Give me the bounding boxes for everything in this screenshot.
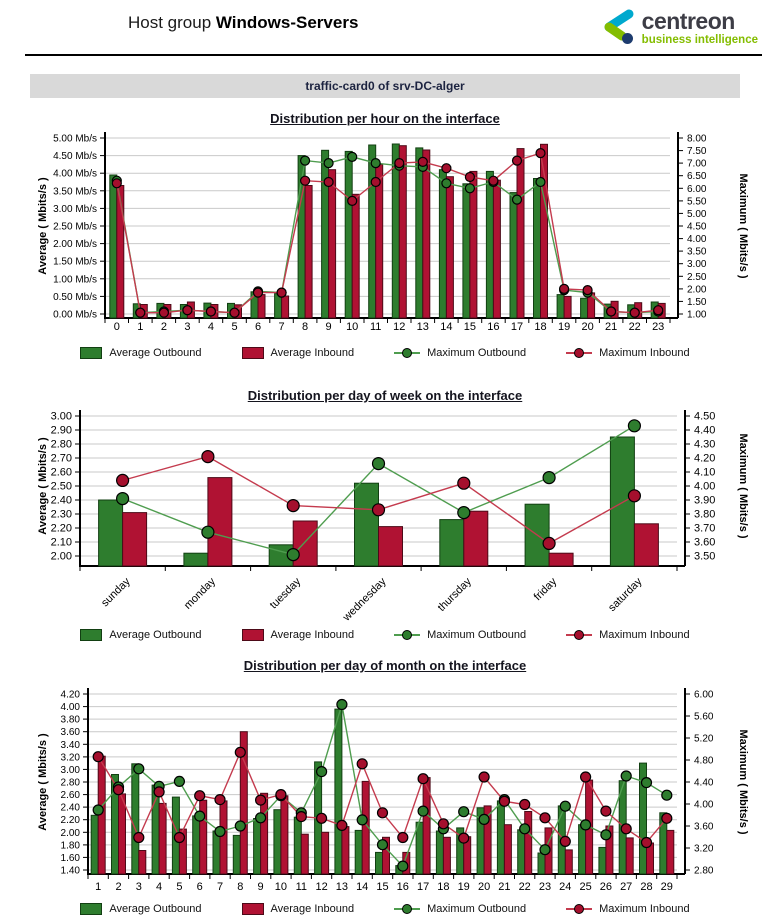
svg-text:15: 15 — [376, 881, 389, 893]
svg-text:2: 2 — [115, 881, 122, 893]
svg-text:3.00: 3.00 — [687, 259, 707, 271]
svg-text:4.00: 4.00 — [694, 480, 716, 493]
average-inbound-swatch-icon — [242, 629, 264, 641]
svg-text:3.70: 3.70 — [694, 522, 716, 535]
svg-text:19: 19 — [457, 881, 470, 893]
svg-text:sunday: sunday — [99, 575, 133, 610]
right-axis — [678, 132, 749, 321]
maximum-inbound-swatch-icon — [566, 347, 592, 359]
left-axis — [37, 410, 80, 566]
svg-text:2.60: 2.60 — [50, 466, 72, 479]
svg-text:8: 8 — [302, 321, 309, 333]
centreon-logo — [596, 7, 758, 49]
svg-text:1: 1 — [95, 881, 102, 893]
svg-text:4.80: 4.80 — [694, 755, 714, 767]
svg-text:2.20: 2.20 — [50, 522, 72, 535]
svg-text:4.50: 4.50 — [687, 221, 707, 233]
x-axis — [87, 874, 685, 879]
legend-label: Maximum Outbound — [427, 903, 527, 915]
svg-text:2.00: 2.00 — [60, 827, 80, 839]
svg-text:22: 22 — [518, 881, 531, 893]
svg-text:3.00: 3.00 — [60, 764, 80, 776]
right-axis — [685, 410, 749, 566]
hourly-chart-legend — [0, 346, 770, 360]
legend-label: Average Outbound — [109, 903, 202, 915]
svg-text:15: 15 — [463, 321, 477, 333]
logo-text — [641, 7, 758, 47]
svg-text:Average ( Mbits/s ): Average ( Mbits/s ) — [37, 177, 49, 275]
svg-text:2.50: 2.50 — [50, 480, 72, 493]
svg-text:13: 13 — [335, 881, 349, 893]
svg-text:4.10: 4.10 — [694, 466, 716, 479]
svg-text:7: 7 — [216, 881, 224, 893]
centreon-logo-icon — [596, 7, 636, 49]
svg-text:5.00: 5.00 — [687, 208, 707, 220]
svg-text:2.00 Mb/s: 2.00 Mb/s — [53, 239, 97, 251]
svg-text:3.60: 3.60 — [60, 727, 80, 739]
logo-subtitle: business intelligence — [641, 33, 758, 46]
svg-text:3.80: 3.80 — [694, 508, 716, 521]
svg-text:2.80: 2.80 — [50, 438, 72, 451]
svg-text:16: 16 — [487, 321, 500, 333]
legend-item-maximum-inbound — [566, 903, 690, 915]
svg-text:3.60: 3.60 — [694, 536, 716, 549]
hourly-distribution-chart — [0, 130, 770, 336]
svg-text:2.20: 2.20 — [60, 815, 80, 827]
svg-text:3.50: 3.50 — [694, 550, 716, 563]
maximum-inbound-swatch-icon — [566, 903, 592, 915]
legend-item-maximum-inbound — [566, 629, 690, 641]
svg-text:11: 11 — [295, 881, 308, 893]
svg-text:4: 4 — [207, 321, 214, 333]
chart-title-weekday: Distribution per day of week on the interface — [247, 388, 523, 403]
svg-text:14: 14 — [440, 321, 453, 333]
svg-text:saturday: saturday — [606, 575, 645, 614]
svg-text:16: 16 — [396, 881, 409, 893]
svg-text:5.60: 5.60 — [694, 711, 714, 723]
svg-text:thursday: thursday — [435, 575, 474, 614]
host-group-label: Host group — [128, 13, 212, 32]
svg-text:29: 29 — [660, 881, 673, 893]
svg-text:4.40: 4.40 — [694, 424, 716, 437]
legend-item-average-outbound — [80, 903, 201, 915]
weekday-chart-legend — [0, 628, 770, 642]
svg-text:4.30: 4.30 — [694, 438, 716, 451]
svg-text:Maximum ( Mbits/s ): Maximum ( Mbits/s ) — [737, 173, 749, 279]
svg-text:2.50 Mb/s: 2.50 Mb/s — [53, 221, 97, 233]
x-axis — [79, 566, 685, 571]
legend-item-average-inbound — [242, 347, 355, 359]
left-axis — [37, 132, 105, 321]
svg-text:4.00: 4.00 — [60, 702, 80, 714]
banner-title: traffic-card0 of srv-DC-alger — [305, 79, 465, 93]
svg-text:3.20: 3.20 — [60, 752, 80, 764]
svg-text:14: 14 — [356, 881, 369, 893]
weekday-distribution-chart — [0, 406, 770, 626]
legend-item-maximum-outbound — [394, 629, 526, 641]
svg-text:4.00: 4.00 — [687, 234, 707, 246]
svg-text:3.90: 3.90 — [694, 494, 716, 507]
svg-text:12: 12 — [315, 881, 328, 893]
svg-text:0.50 Mb/s: 0.50 Mb/s — [53, 291, 97, 303]
left-axis — [37, 688, 88, 877]
svg-text:4.20: 4.20 — [60, 689, 80, 701]
average-inbound-swatch-icon — [242, 347, 264, 359]
svg-text:4.00: 4.00 — [694, 799, 714, 811]
legend-label: Average Outbound — [109, 347, 202, 359]
legend-label: Average Inbound — [270, 903, 355, 915]
svg-text:10: 10 — [346, 321, 359, 333]
average-inbound-swatch-icon — [242, 903, 264, 915]
svg-text:Average ( Mbits/s ): Average ( Mbits/s ) — [37, 733, 49, 831]
svg-text:24: 24 — [559, 881, 572, 893]
legend-label: Average Inbound — [270, 629, 355, 641]
svg-text:19: 19 — [557, 321, 571, 333]
right-axis — [685, 688, 749, 877]
svg-text:2.60: 2.60 — [60, 790, 80, 802]
svg-text:4.50 Mb/s: 4.50 Mb/s — [53, 151, 97, 163]
svg-text:4: 4 — [156, 881, 163, 893]
svg-text:28: 28 — [640, 881, 653, 893]
svg-text:18: 18 — [534, 321, 547, 333]
svg-text:4.00 Mb/s: 4.00 Mb/s — [53, 168, 97, 180]
svg-text:26: 26 — [599, 881, 613, 893]
svg-text:5.00 Mb/s: 5.00 Mb/s — [53, 133, 97, 145]
svg-text:tuesday: tuesday — [267, 575, 304, 612]
svg-text:Maximum ( Mbits/s ): Maximum ( Mbits/s ) — [737, 729, 749, 835]
report-banner — [30, 74, 740, 98]
svg-text:23: 23 — [652, 321, 665, 333]
svg-text:2.10: 2.10 — [50, 536, 72, 549]
svg-text:5.20: 5.20 — [694, 733, 714, 745]
svg-text:21: 21 — [498, 881, 511, 893]
svg-text:1.50 Mb/s: 1.50 Mb/s — [53, 256, 97, 268]
svg-text:13: 13 — [416, 321, 429, 333]
svg-text:6.50: 6.50 — [687, 171, 707, 183]
svg-text:2.80: 2.80 — [694, 865, 714, 877]
svg-text:6.00: 6.00 — [694, 689, 714, 701]
svg-text:17: 17 — [416, 881, 430, 893]
svg-text:1.00 Mb/s: 1.00 Mb/s — [53, 274, 97, 286]
legend-label: Maximum Outbound — [427, 347, 527, 359]
header-divider — [25, 54, 762, 56]
svg-text:1.50: 1.50 — [687, 296, 707, 308]
legend-label: Maximum Inbound — [599, 903, 690, 915]
maximum-outbound-swatch-icon — [394, 629, 420, 641]
svg-text:3.00: 3.00 — [50, 410, 72, 423]
svg-text:10: 10 — [274, 881, 288, 893]
monthday-distribution-chart — [0, 676, 770, 894]
legend-item-maximum-outbound — [394, 903, 526, 915]
svg-text:3.50 Mb/s: 3.50 Mb/s — [53, 186, 97, 198]
maximum-outbound-swatch-icon — [394, 903, 420, 915]
svg-text:21: 21 — [604, 321, 618, 333]
legend-label: Maximum Inbound — [599, 347, 690, 359]
legend-item-average-inbound — [242, 629, 355, 641]
svg-text:7.50: 7.50 — [687, 146, 707, 158]
svg-text:monday: monday — [181, 575, 219, 612]
legend-label: Average Inbound — [270, 347, 355, 359]
host-group-name: Windows-Servers — [215, 13, 359, 32]
svg-text:Maximum ( Mbits/s ): Maximum ( Mbits/s ) — [737, 433, 749, 539]
svg-text:18: 18 — [437, 881, 450, 893]
svg-text:2.30: 2.30 — [50, 508, 72, 521]
svg-text:2.70: 2.70 — [50, 452, 72, 465]
svg-text:2.40: 2.40 — [60, 802, 80, 814]
svg-text:1.60: 1.60 — [60, 852, 80, 864]
svg-text:23: 23 — [538, 881, 552, 893]
svg-text:1.40: 1.40 — [60, 865, 80, 877]
svg-text:8.00: 8.00 — [687, 133, 707, 145]
svg-text:2.80: 2.80 — [60, 777, 80, 789]
svg-text:20: 20 — [581, 321, 594, 333]
svg-text:wednesday: wednesday — [340, 575, 389, 624]
svg-text:2.00: 2.00 — [687, 284, 707, 296]
svg-text:0.00 Mb/s: 0.00 Mb/s — [53, 309, 97, 321]
svg-text:27: 27 — [620, 881, 633, 893]
svg-text:2: 2 — [160, 321, 167, 333]
svg-text:3.00 Mb/s: 3.00 Mb/s — [53, 203, 97, 215]
svg-text:3.80: 3.80 — [60, 714, 80, 726]
legend-label: Average Outbound — [109, 629, 202, 641]
svg-text:5: 5 — [176, 881, 183, 893]
svg-text:1.80: 1.80 — [60, 840, 80, 852]
legend-item-maximum-outbound — [394, 347, 526, 359]
average-outbound-swatch-icon — [80, 347, 102, 359]
svg-text:1: 1 — [137, 321, 144, 333]
svg-text:4.50: 4.50 — [694, 410, 716, 423]
monthday-chart-legend — [0, 902, 770, 916]
svg-text:6.00: 6.00 — [687, 183, 707, 195]
svg-text:20: 20 — [477, 881, 491, 893]
legend-item-maximum-inbound — [566, 347, 690, 359]
svg-text:5: 5 — [231, 321, 238, 333]
chart-title-hourly: Distribution per hour on the interface — [270, 111, 500, 126]
maximum-inbound-swatch-icon — [566, 629, 592, 641]
svg-text:3: 3 — [135, 881, 142, 893]
svg-text:3.20: 3.20 — [694, 843, 714, 855]
svg-text:7.00: 7.00 — [687, 158, 707, 170]
svg-text:8: 8 — [237, 881, 244, 893]
maximum-outbound-swatch-icon — [394, 347, 420, 359]
svg-text:17: 17 — [510, 321, 524, 333]
svg-text:6: 6 — [196, 881, 203, 893]
logo-title: centreon — [641, 7, 735, 34]
svg-text:9: 9 — [257, 881, 264, 893]
legend-label: Maximum Inbound — [599, 629, 690, 641]
svg-text:1.00: 1.00 — [687, 309, 707, 321]
svg-text:22: 22 — [628, 321, 641, 333]
svg-text:7: 7 — [278, 321, 285, 333]
svg-text:3: 3 — [184, 321, 191, 333]
svg-text:friday: friday — [531, 575, 560, 604]
svg-text:3.50: 3.50 — [687, 246, 707, 258]
svg-text:2.00: 2.00 — [50, 550, 72, 563]
svg-text:12: 12 — [393, 321, 406, 333]
svg-text:9: 9 — [325, 321, 332, 333]
bars-average-inbound — [98, 732, 674, 874]
legend-label: Maximum Outbound — [427, 629, 527, 641]
svg-text:4.20: 4.20 — [694, 452, 716, 465]
svg-text:4.40: 4.40 — [694, 777, 714, 789]
svg-text:3.40: 3.40 — [60, 739, 80, 751]
svg-text:3.60: 3.60 — [694, 821, 714, 833]
svg-text:2.40: 2.40 — [50, 494, 72, 507]
x-axis-labels — [99, 575, 645, 624]
svg-text:2.90: 2.90 — [50, 424, 72, 437]
svg-text:2.50: 2.50 — [687, 271, 707, 283]
chart-title-monthday: Distribution per day of month on the interface — [243, 658, 527, 673]
svg-text:11: 11 — [369, 321, 382, 333]
svg-text:0: 0 — [113, 321, 120, 333]
svg-text:Average ( Mbits/s ): Average ( Mbits/s ) — [37, 437, 49, 535]
x-axis-labels — [114, 321, 665, 333]
svg-text:6: 6 — [254, 321, 262, 333]
average-outbound-swatch-icon — [80, 629, 102, 641]
x-axis-labels — [95, 881, 673, 893]
average-outbound-swatch-icon — [80, 903, 102, 915]
svg-text:5.50: 5.50 — [687, 196, 707, 208]
svg-text:25: 25 — [579, 881, 592, 893]
legend-item-average-inbound — [242, 903, 355, 915]
legend-item-average-outbound — [80, 629, 201, 641]
report-header — [0, 0, 770, 54]
line-maximum-inbound — [117, 153, 658, 313]
host-group-title — [128, 13, 358, 33]
legend-item-average-outbound — [80, 347, 201, 359]
